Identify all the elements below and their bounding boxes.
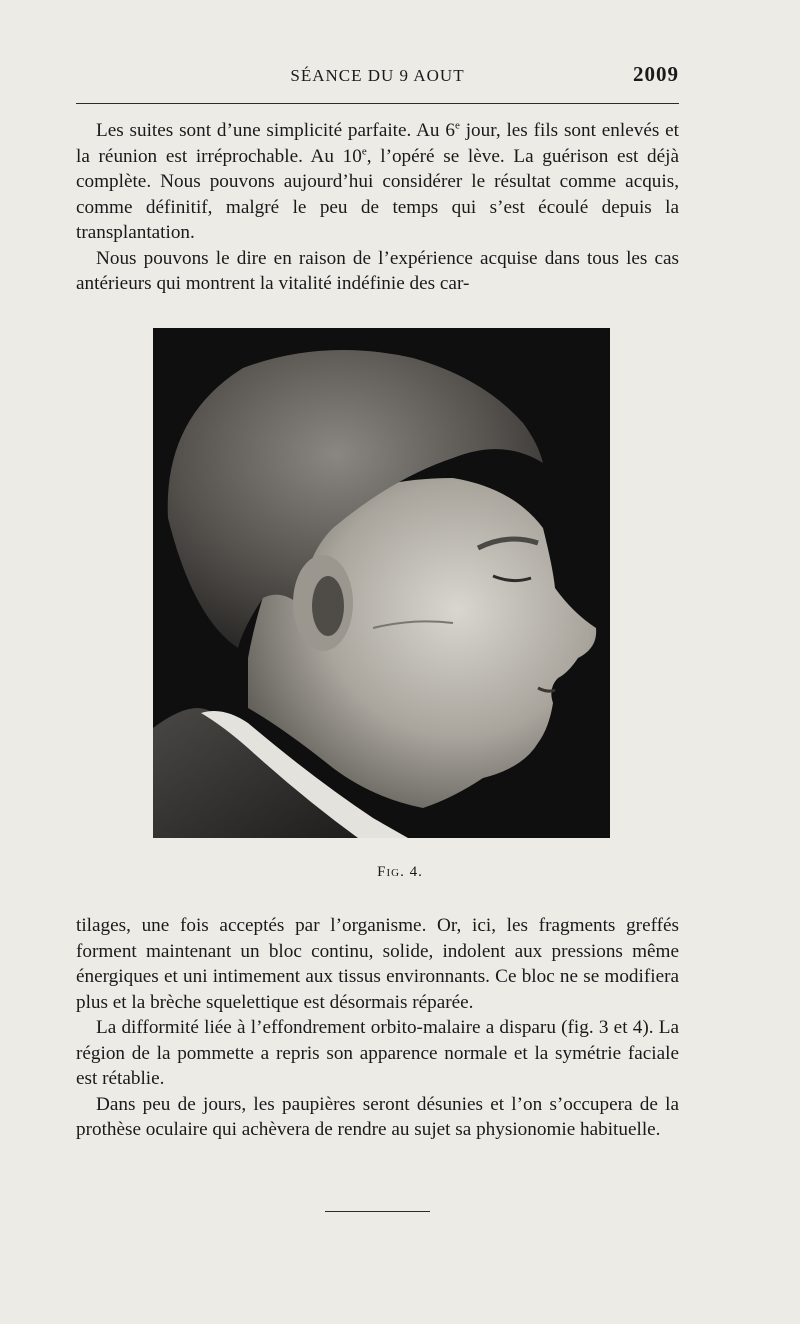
profile-photo-illustration — [153, 328, 610, 838]
figure-caption: Fig. 4. — [377, 864, 423, 880]
ear-inner-shape — [312, 576, 344, 636]
superscript-e-2: e — [361, 145, 367, 158]
end-rule — [325, 1211, 430, 1212]
paragraph-2: Nous pouvons le dire en raison de l’expérience acquise dans tous les cas antérieurs qui montrent la vitalité indéfinie des car- — [76, 247, 679, 294]
page-number: 2009 — [633, 62, 679, 86]
header-rule — [76, 103, 679, 104]
running-title: SÉANCE DU 9 AOUT — [290, 66, 465, 85]
superscript-e-1: e — [454, 119, 460, 132]
paragraph-4: La difformité liée à l’effondrement orbito-malaire a disparu (fig. 3 et 4). La région de la pommette a repris son apparence normale et la symétrie faciale est rétablie. — [76, 1017, 679, 1089]
text-block-top — [76, 118, 679, 297]
paragraph-1-part-a: Les suites sont d’une simplicité parfaite. Au 6 — [96, 120, 455, 141]
text-block-bottom — [76, 913, 679, 1143]
paragraph-5: Dans peu de jours, les paupières seront désunies et l’on s’occupera de la prothèse oculaire qui achèvera de rendre au sujet sa physionomie habituelle. — [76, 1093, 679, 1140]
paragraph-1-part-b: jour, les fils sont enlevés et la réunion est irréprochable. Au 10 — [76, 120, 680, 167]
paragraph-3: tilages, une fois acceptés par l’organisme. Or, ici, les fragments greffés forment maintenant un bloc continu, solide, indolent aux pressions même énergiques et uni intimement aux tissus environnants. Ce bloc ne se modifiera plus et la brèche squelettique est désormais réparée. — [76, 915, 679, 1013]
running-head — [76, 62, 679, 90]
paragraph-1 — [76, 118, 679, 246]
patient-profile-photo — [153, 328, 610, 838]
paragraph-1-part-c: , l’opéré se lève. La guérison est déjà complète. Nous pouvons aujourd’hui considérer le résultat comme acquis, comme définitif, malgré le peu de temps qui s’est écoulé depuis la transplantation. — [76, 145, 680, 243]
